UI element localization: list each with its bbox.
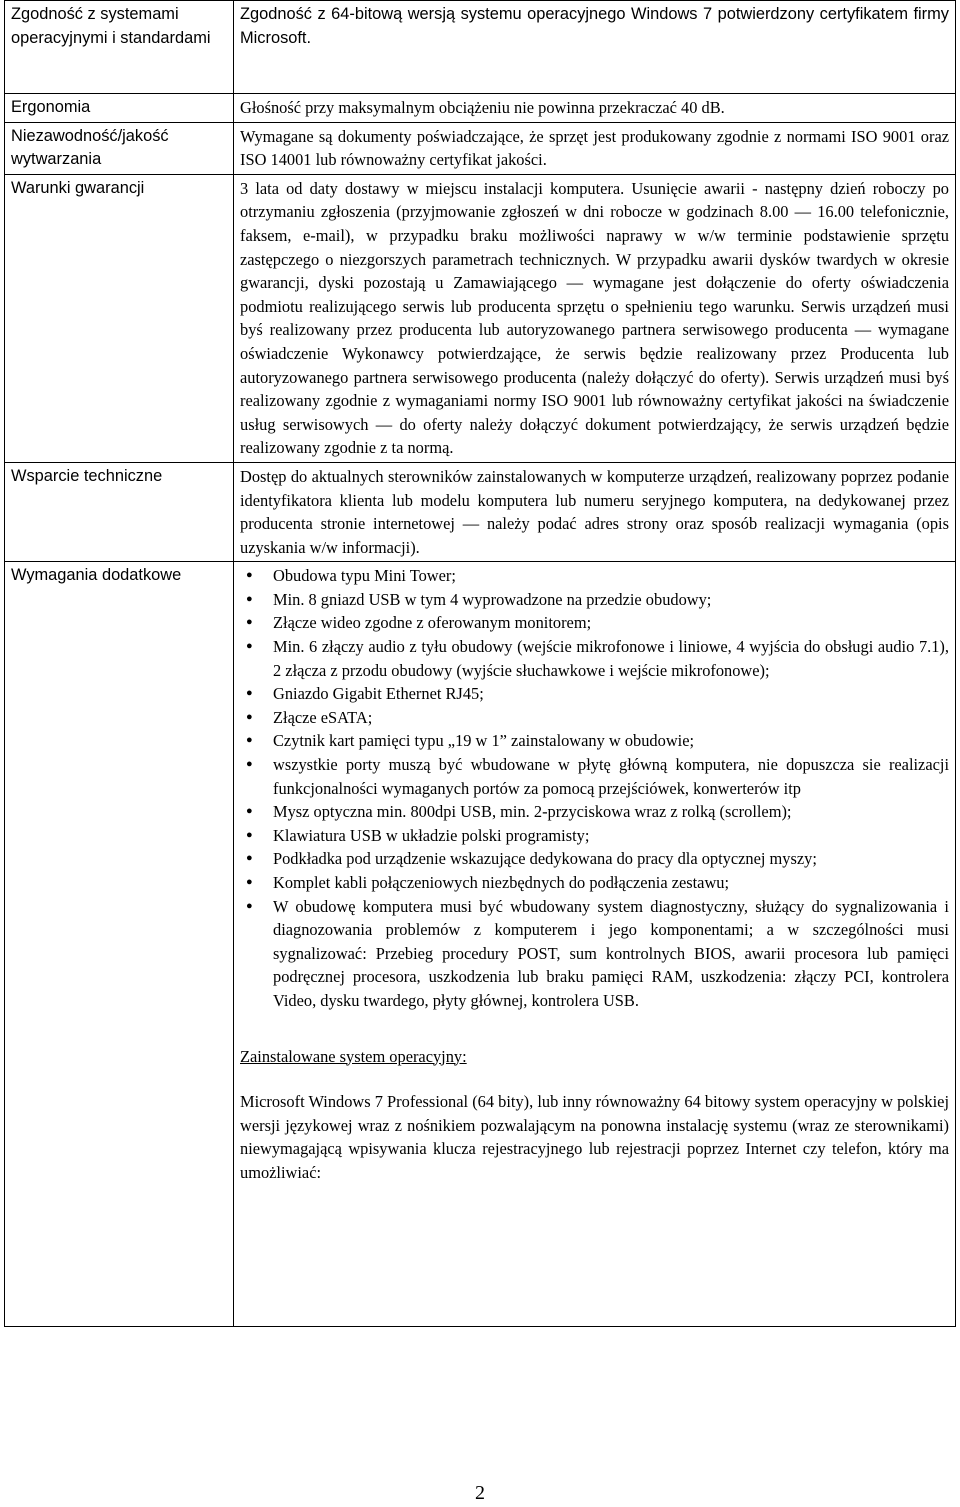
list-item: ● Gniazdo Gigabit Ethernet RJ45;: [240, 682, 949, 706]
list-item: ● wszystkie porty muszą być wbudowane w płytę główną komputera, nie dopuszcza sie realizacji funkcjonalności wymaganych portów za pomocą przejściówek, konwerterów itp: [240, 753, 949, 800]
row-value-support: Dostęp do aktualnych sterowników zainstalowanych w komputerze urządzeń, realizowany poprzez podanie identyfikatora klienta lub modelu komputera lub numeru seryjnego komputera, na dedykowanej przez producenta stronie internetowej — należy podać adres strony oraz sposób realizacji wymagania (opis uzyskania w/w informacji).: [234, 462, 956, 561]
list-item: ● Klawiatura USB w układzie polski programisty;: [240, 824, 949, 848]
row-label-ergonomics: Ergonomia: [5, 94, 234, 123]
list-item: ● Min. 6 złączy audio z tyłu obudowy (wejście mikrofonowe i liniowe, 4 wyjścia do obsługi audio 7.1), 2 złącza z przodu obudowy (wyjście słuchawkowe i wejście mikrofonowe);: [240, 635, 949, 682]
list-item: ● Czytnik kart pamięci typu „19 w 1” zainstalowany w obudowie;: [240, 729, 949, 753]
list-item: ● Złącze eSATA;: [240, 706, 949, 730]
table-row: [5, 462, 956, 561]
list-item: ● Złącze wideo zgodne z oferowanym monitorem;: [240, 611, 949, 635]
list-item: ● Obudowa typu Mini Tower;: [240, 564, 949, 588]
row-value-reliability: Wymagane są dokumenty poświadczające, że sprzęt jest produkowany zgodnie z normami ISO 9001 oraz ISO 14001 lub równoważny certyfikat jakości.: [234, 122, 956, 174]
os-description: Microsoft Windows 7 Professional (64 bity), lub inny równoważny 64 bitowy system operacyjny w polskiej wersji językowej wraz z nośnikiem pozwalającym na ponowna instalację systemu (wraz ze sterownikami) niewymagającą wpisywania klucza rejestracyjnego lub rejestracji poprzez Internet czy telefon, który ma umożliwiać:: [240, 1092, 949, 1182]
table-row: [5, 94, 956, 123]
requirements-list: [240, 564, 949, 1012]
row-label-reliability: Niezawodność/jakość wytwarzania: [5, 122, 234, 174]
table-row: [5, 562, 956, 1327]
row-value-additional: [234, 562, 956, 1327]
list-item: ● Min. 8 gniazd USB w tym 4 wyprowadzone na przedzie obudowy;: [240, 588, 949, 612]
table-row: [5, 122, 956, 174]
table-row: [5, 1, 956, 94]
row-label-support: Wsparcie techniczne: [5, 462, 234, 561]
row-label-compatibility: Zgodność z systemami operacyjnymi i standardami: [5, 1, 234, 94]
table-row: [5, 174, 956, 462]
list-item: ● Podkładka pod urządzenie wskazujące dedykowana do pracy dla optycznej myszy;: [240, 847, 949, 871]
requirements-table: [4, 0, 956, 1327]
os-heading: Zainstalowane system operacyjny:: [240, 1046, 467, 1066]
page-number: 2: [475, 1482, 485, 1504]
list-item: ● Komplet kabli połączeniowych niezbędnych do podłączenia zestawu;: [240, 871, 949, 895]
row-value-ergonomics: Głośność przy maksymalnym obciążeniu nie powinna przekraczać 40 dB.: [234, 94, 956, 123]
row-value-warranty: 3 lata od daty dostawy w miejscu instalacji komputera. Usunięcie awarii - następny dzień roboczy po otrzymaniu zgłoszenia (przyjmowanie zgłoszeń w dni robocze w godzinach 8.00 — 16.00 telefonicznie, faksem, e-mail), w przypadku braku możliwości naprawy w w/w terminie podstawienie sprzętu zastępczego o niezgorszych parametrach technicznych. W przypadku awarii dysków twardych w okresie gwarancji, dyski pozostają u Zamawiającego — wymagane jest dołączenie do oferty oświadczenia podmiotu realizującego serwis lub producenta sprzętu o spełnieniu tego warunku. Serwis urządzeń musi byś realizowany przez producenta lub autoryzowanego partnera serwisowego producenta — wymagane oświadczenie Wykonawcy potwierdzające, że serwis będzie realizowany przez Producenta lub autoryzowanego partnera serwisowego producenta (należy dołączyć do oferty). Serwis urządzeń musi byś realizowany zgodnie z wymaganiami normy ISO 9001 lub równoważny certyfikat jakości na świadczenie usług serwisowych — do oferty należy dołączyć dokument potwierdzający, że serwis urządzeń będzie realizowany zgodnie z ta normą.: [234, 174, 956, 462]
row-label-warranty: Warunki gwarancji: [5, 174, 234, 462]
list-item: ● W obudowę komputera musi być wbudowany system diagnostyczny, służący do sygnalizowania i diagnozowania problemów z komputerem i jego komponentami; a w szczególności musi sygnalizować: Przebieg procedury POST, sum kontrolnych BIOS, awarii procesora lub pamięci podręcznej procesora, uszkodzenia lub braku pamięci RAM, uszkodzenia: złączy PCI, kontrolera Video, dysku twardego, płyty głównej, kontrolera USB.: [240, 895, 949, 1013]
list-item: ● Mysz optyczna min. 800dpi USB, min. 2-przyciskowa wraz z rolką (scrollem);: [240, 800, 949, 824]
row-label-additional: Wymagania dodatkowe: [5, 562, 234, 1327]
row-value-compatibility: Zgodność z 64-bitową wersją systemu operacyjnego Windows 7 potwierdzony certyfikatem firmy Microsoft.: [234, 1, 956, 94]
